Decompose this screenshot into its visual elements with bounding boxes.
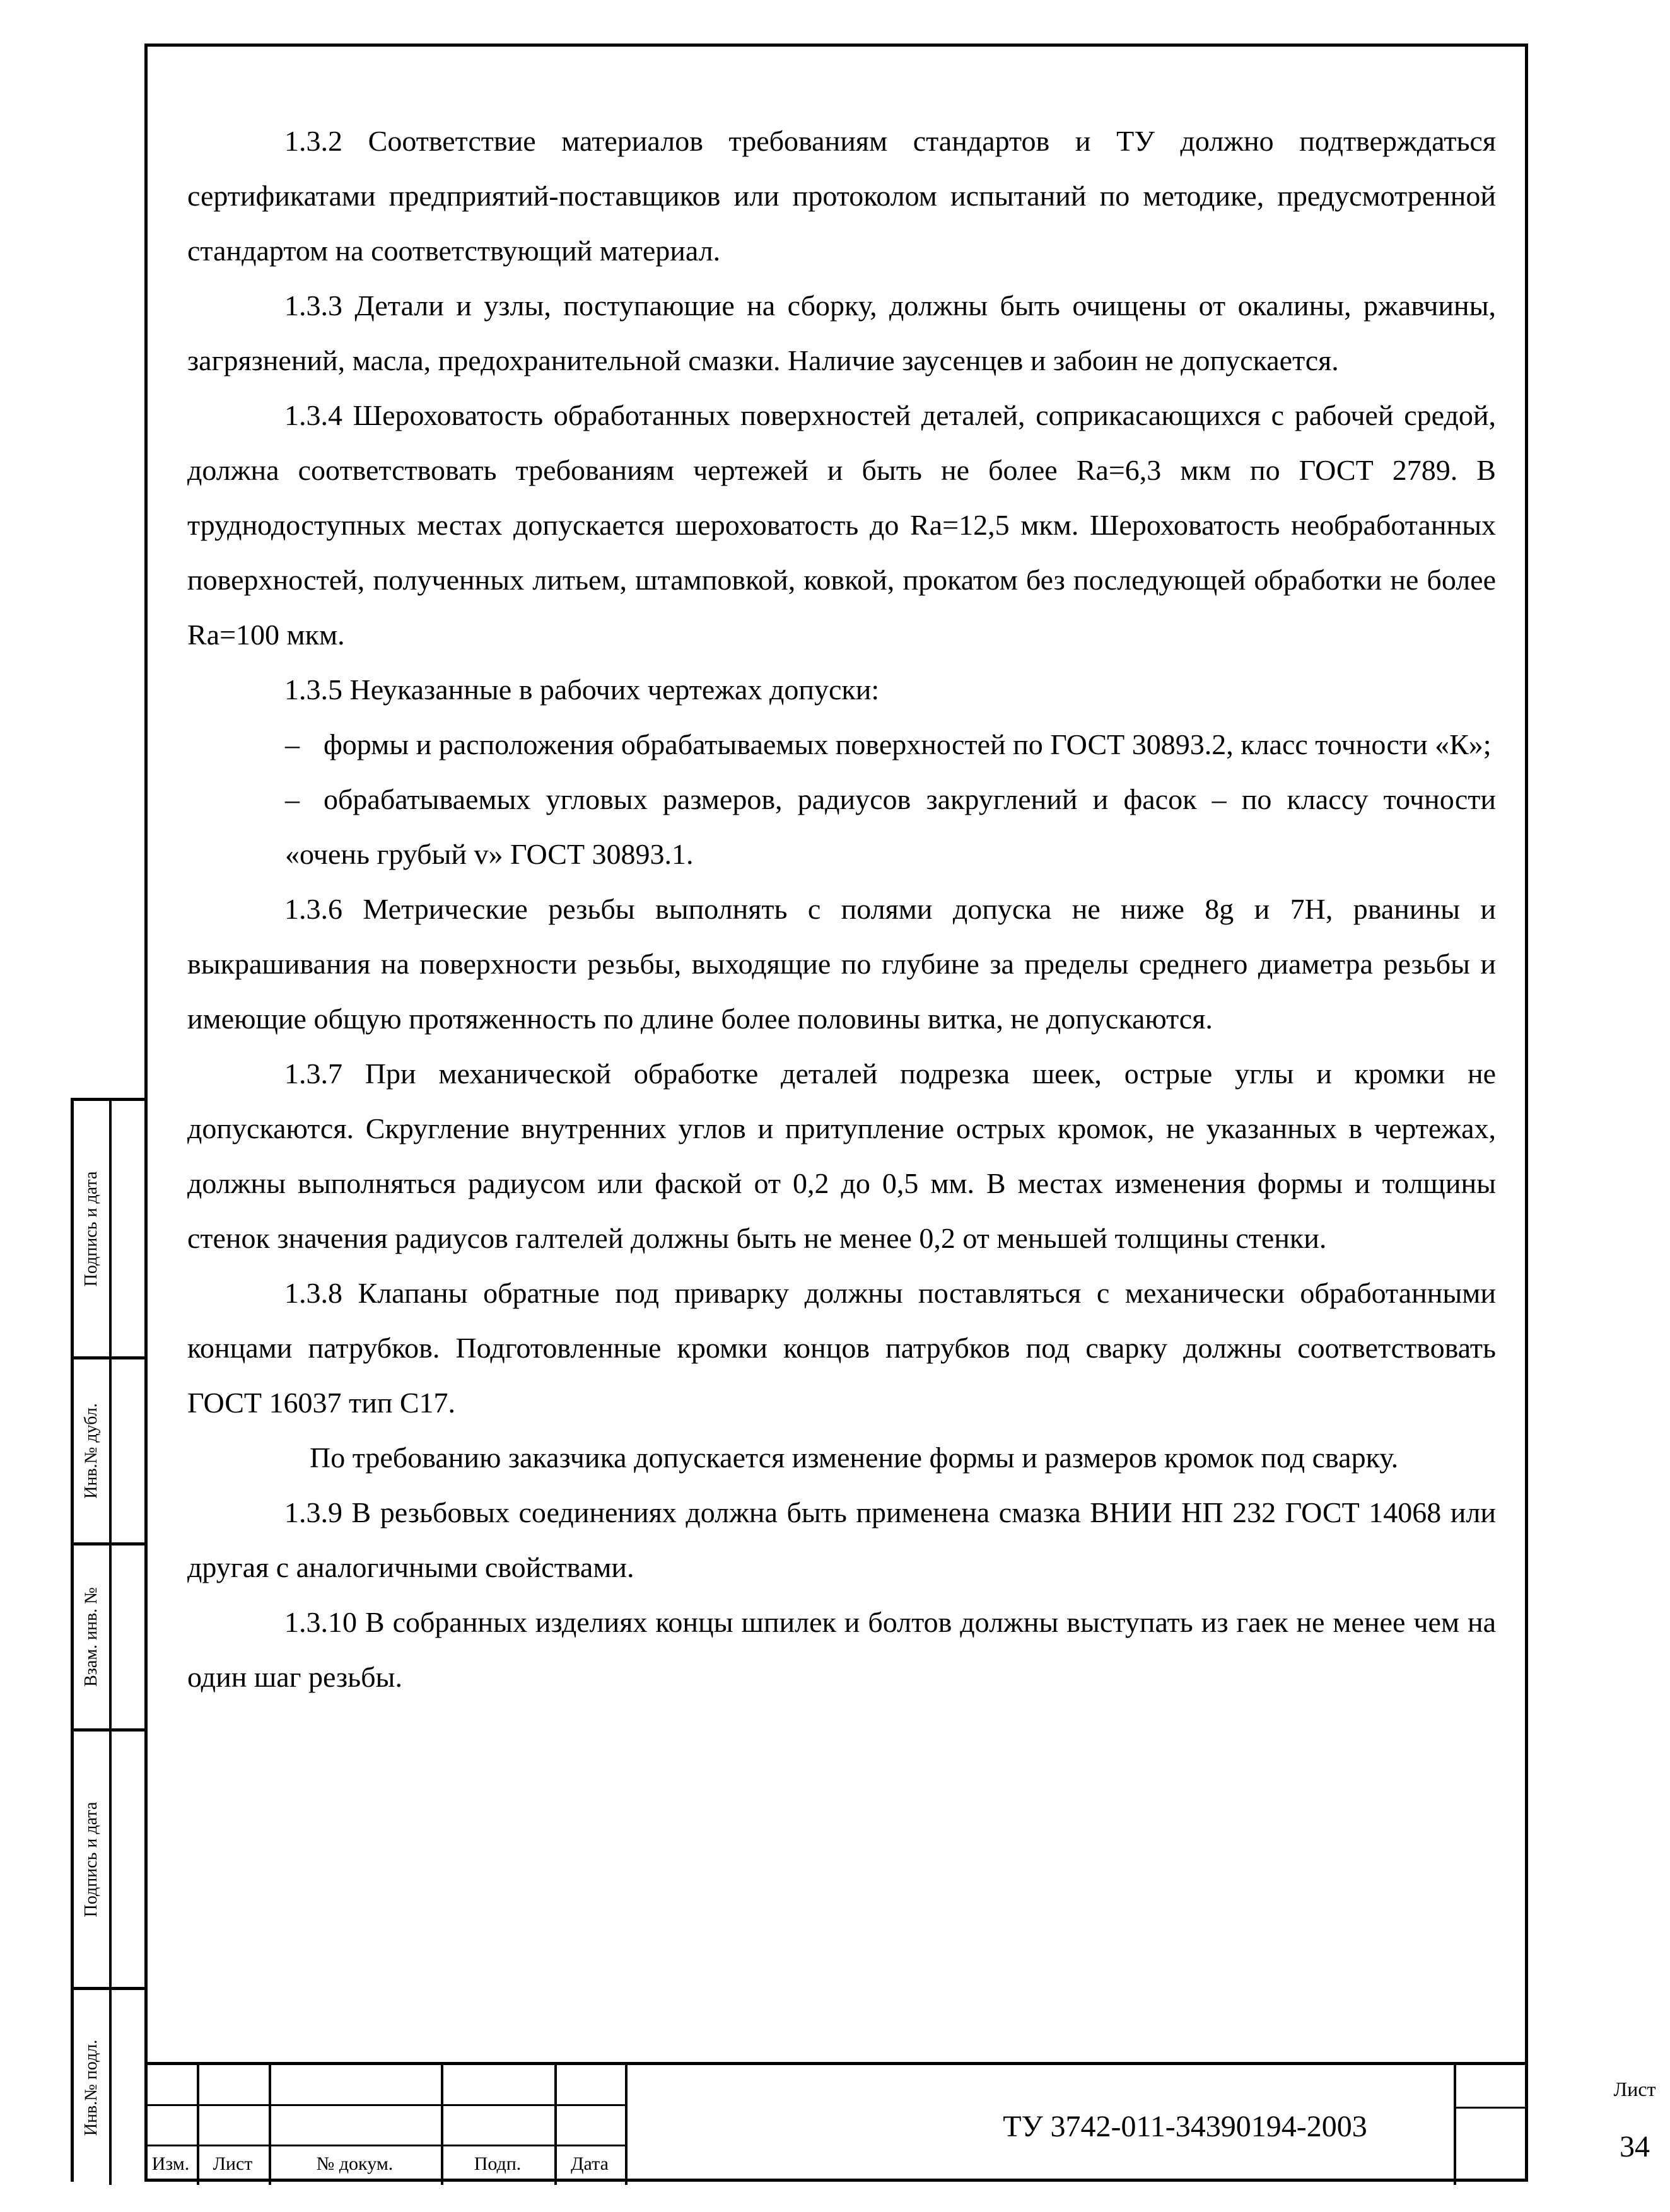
paragraph-1-3-10: 1.3.10 В собранных изделиях концы шпилек и болтов должны выступать из гаек не менее чем на один шаг резьбы. [187, 1606, 1496, 1693]
list-item-text: обрабатываемых угловых размеров, радиусов закруглений и фасок – по классу точности «очень грубый v» ГОСТ 30893.1. [285, 783, 1496, 870]
dash-marker: – [285, 728, 300, 760]
column-head-sign: Подп. [474, 2153, 522, 2174]
sidebar-stamp [71, 1098, 144, 2182]
sidebar-cell [74, 1359, 144, 1545]
sidebar-label-vzam-inv: Взам. инв. № [81, 1587, 101, 1687]
document-code: ТУ 3742-011-34390194-2003 [1003, 2110, 1367, 2143]
sidebar-cell [74, 1732, 144, 1990]
paragraph-1-3-5: 1.3.5 Неуказанные в рабочих чертежах допуски: [284, 673, 880, 706]
sidebar-cell [74, 1101, 144, 1359]
sheet-label: Лист [1613, 2078, 1656, 2100]
dash-marker: – [285, 783, 300, 815]
column-head-date: Дата [571, 2153, 609, 2174]
sidebar-label-inv-dubl: Инв.№ дубл. [81, 1403, 101, 1499]
document-body [187, 114, 1496, 1704]
paragraph-1-3-4: 1.3.4 Шероховатость обработанных поверхностей деталей, соприкасающихся с рабочей средой, должна соответствовать требованиям чертежей и быть не более Ra=6,3 мкм по ГОСТ 2789. В труднодоступных местах допускается шероховатость до Ra=12,5 мкм. Шероховатость необработанных поверхностей, полученных литьем, штамповкой, ковкой, прокатом без последующей обработки не более Ra=100 мкм. [187, 399, 1496, 651]
list-item-text: формы и расположения обрабатываемых поверхностей по ГОСТ 30893.2, класс точности «К»; [324, 728, 1492, 760]
paragraph-1-3-7: 1.3.7 При механической обработке деталей подрезка шеек, острые углы и кромки не допускаются. Скругление внутренних углов и притупление острых кромок, не указанных в чертежах, должны выполняться радиусом или фаской от 0,2 до 0,5 мм. В местах изменения формы и толщины стенок значения радиусов галтелей должны быть не менее 0,2 от меньшей толщины стенки. [187, 1057, 1496, 1254]
sidebar-label-signature-date: Подпись и дата [81, 1171, 101, 1286]
paragraph-1-3-2: 1.3.2 Соответствие материалов требованиям стандартов и ТУ должно подтверждаться сертификатами предприятий-поставщиков или протоколом испытаний по методике, предусмотренной стандартом на соответствующий материал. [187, 125, 1496, 267]
column-head-list: Лист [213, 2153, 253, 2174]
column-head-doc: № докум. [316, 2153, 394, 2174]
list-item [187, 772, 1496, 882]
paragraph-1-3-8: 1.3.8 Клапаны обратные под приварку должны поставляться с механически обработанными концами патрубков. Подготовленные кромки концов патрубков под сварку должны соответствовать ГОСТ 16037 тип С17. [187, 1277, 1496, 1419]
sheet-number: 34 [1620, 2130, 1650, 2163]
column-head-izm: Изм. [151, 2153, 190, 2174]
sidebar-cell [74, 1990, 144, 2185]
paragraph-1-3-3: 1.3.3 Детали и узлы, поступающие на сборку, должны быть очищены от окалины, ржавчины, загрязнений, масла, предохранительной смазки. Наличие заусенцев и забоин не допускается. [187, 289, 1496, 376]
title-block [144, 2062, 1656, 2182]
sidebar-label-signature-date-2: Подпись и дата [81, 1802, 101, 1917]
paragraph-1-3-9: 1.3.9 В резьбовых соединениях должна быть применена смазка ВНИИ НП 232 ГОСТ 14068 или другая с аналогичными свойствами. [187, 1496, 1496, 1583]
sidebar-cell [74, 1545, 144, 1732]
sidebar-label-inv-podl: Инв.№ подл. [81, 2039, 101, 2136]
paragraph-1-3-8-note: По требованию заказчика допускается изменение формы и размеров кромок под сварку. [310, 1441, 1399, 1474]
paragraph-1-3-6: 1.3.6 Метрические резьбы выполнять с полями допуска не ниже 8g и 7H, рванины и выкрашивания на поверхности резьбы, выходящие по глубине за пределы среднего диаметра резьбы и имеющие общую протяженность по длине более половины витка, не допускаются. [187, 893, 1496, 1035]
list-item [187, 717, 1496, 772]
